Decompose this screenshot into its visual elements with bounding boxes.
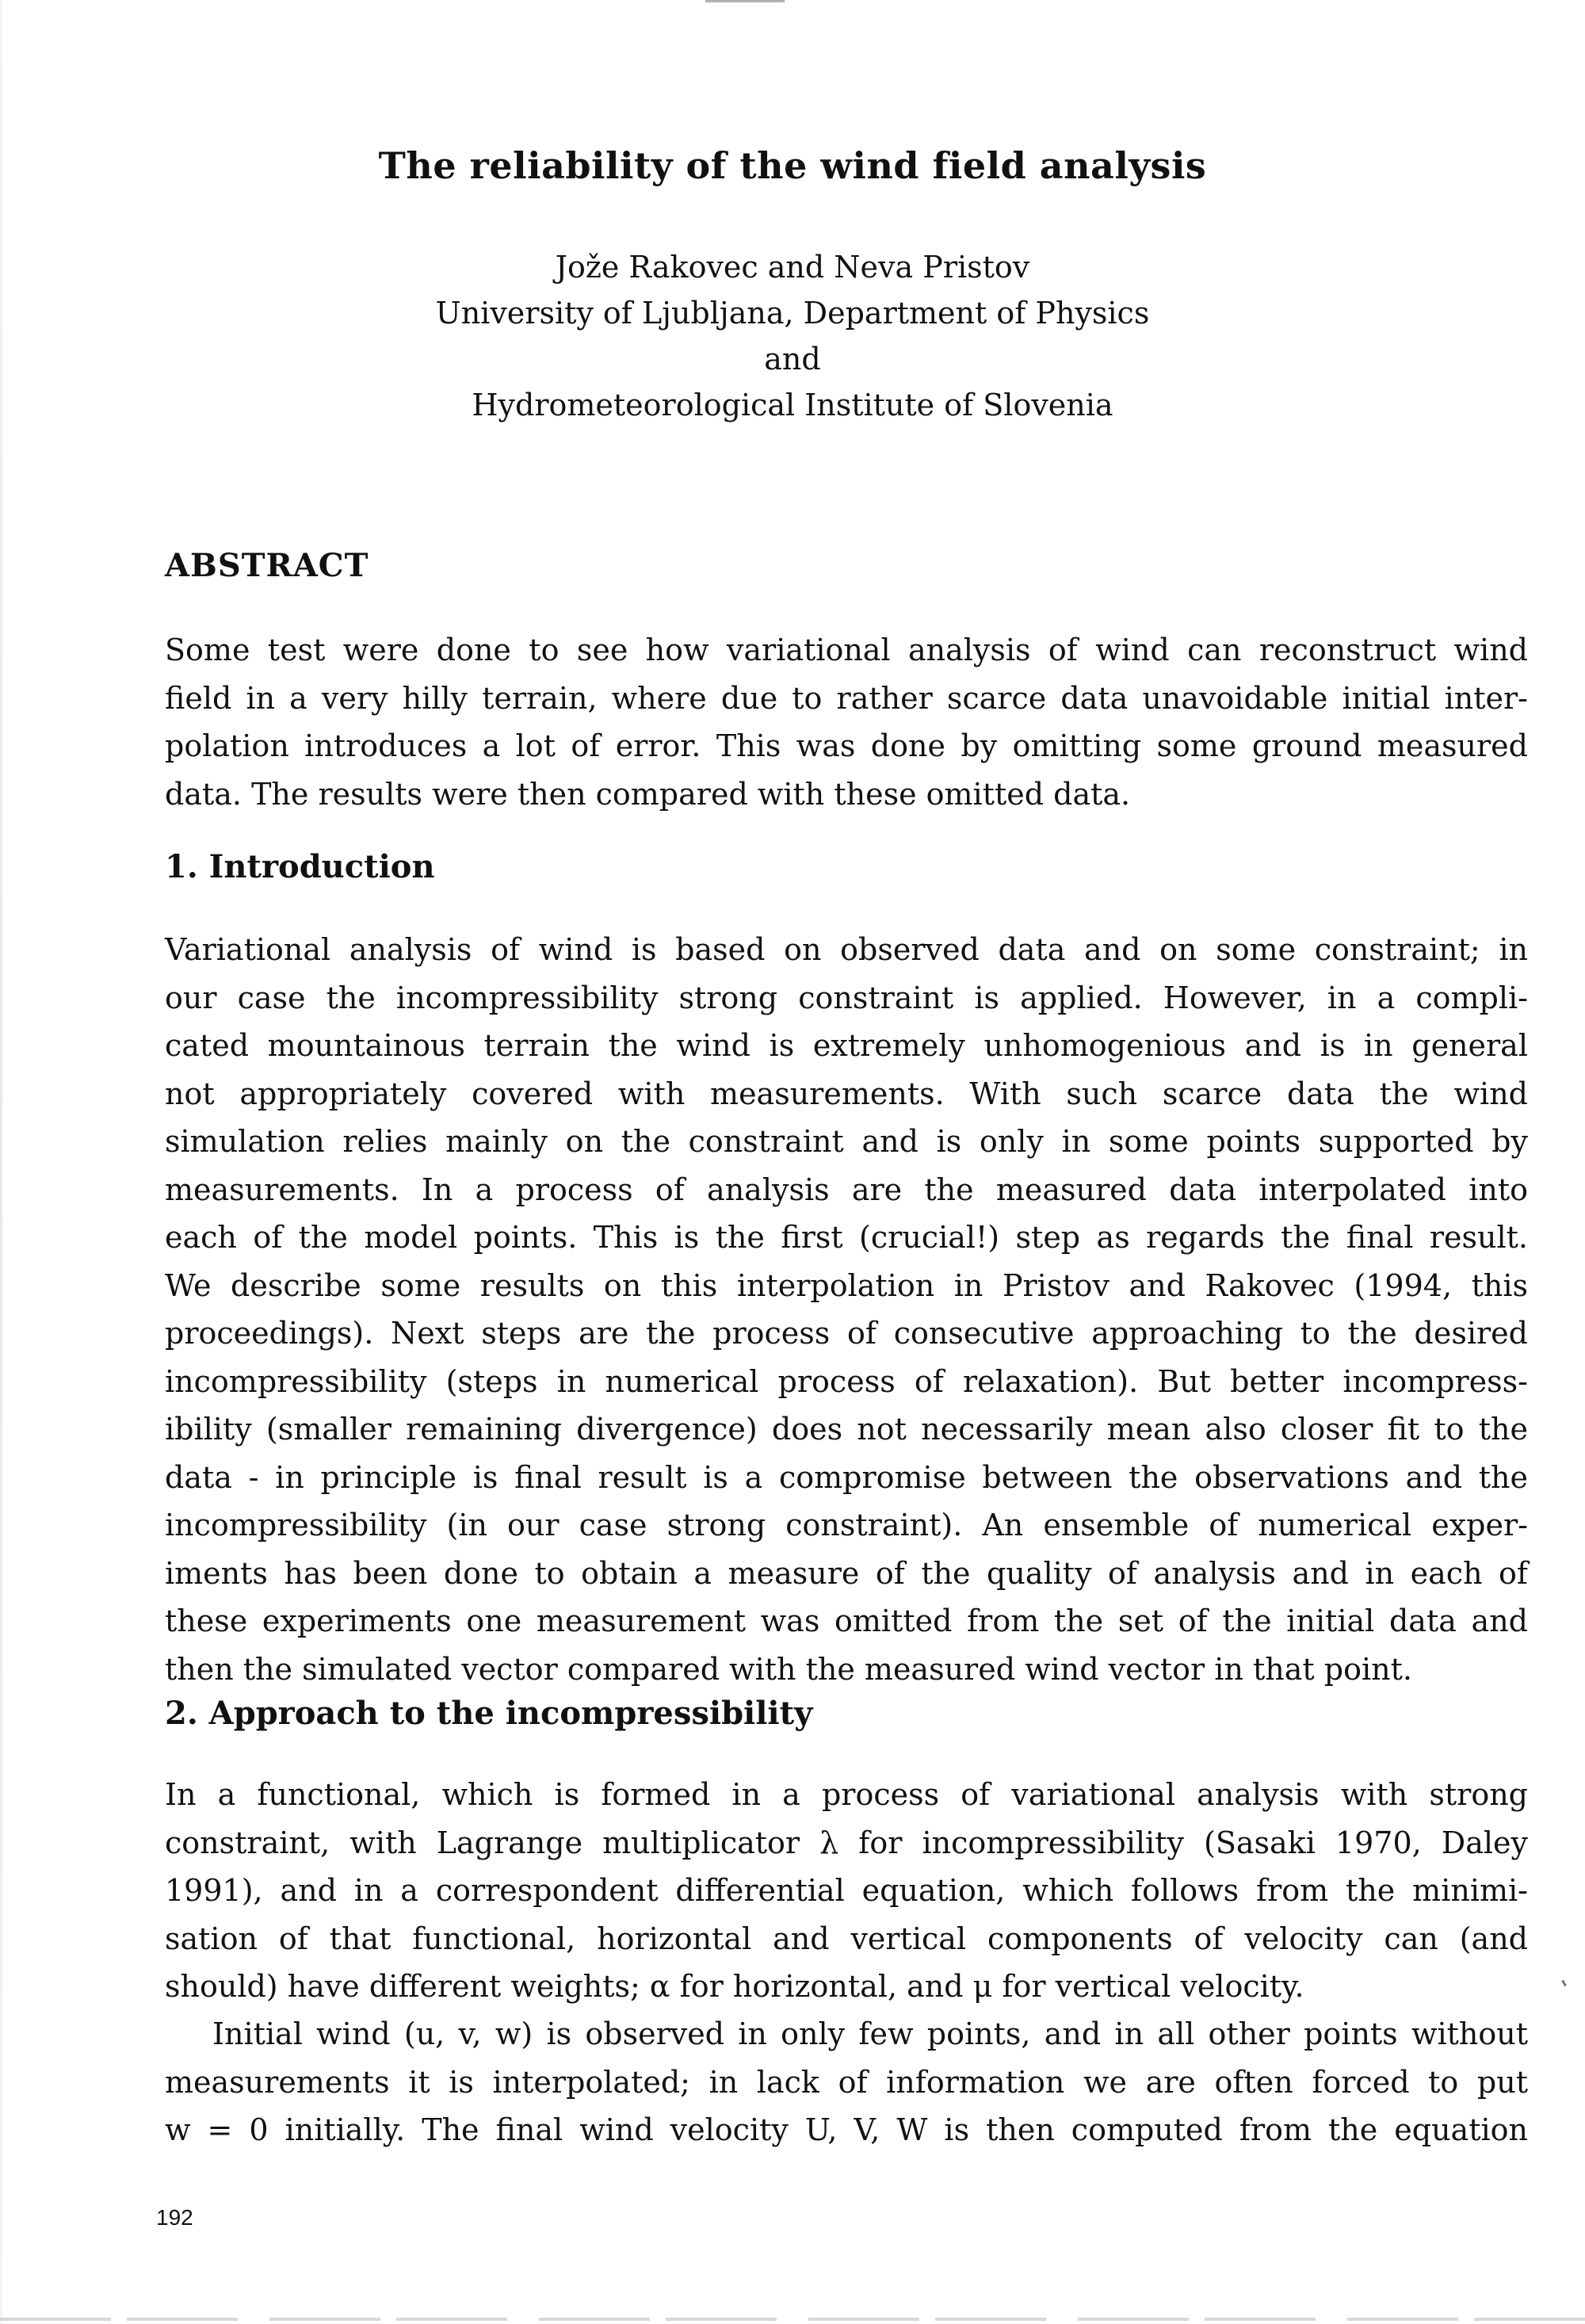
affiliation-1: University of Ljubljana, Department of Physics bbox=[435, 296, 1150, 331]
author-names: Jože Rakovec and Neva Pristov bbox=[555, 250, 1030, 285]
text-line: sation of that functional, horizontal and vertical components of velocity can (and bbox=[165, 1921, 1528, 1956]
introduction-paragraph bbox=[165, 926, 1528, 1693]
text-line: Initial wind (u, v, w) is observed in only few points, and in all other points without bbox=[212, 2016, 1528, 2051]
text-line: 1991), and in a correspondent differential equation, which follows from the minimi- bbox=[165, 1873, 1528, 1908]
text-line: In a functional, which is formed in a process of variational analysis with strong bbox=[165, 1777, 1528, 1812]
text-line: w = 0 initially. The final wind velocity U, V, W is then computed from the equation bbox=[165, 2112, 1528, 2147]
text-line: ibility (smaller remaining divergence) does not necessarily mean also closer fit to the bbox=[165, 1412, 1528, 1447]
text-line: polation introduces a lot of error. This was done by omitting some ground measured bbox=[165, 728, 1528, 763]
scan-speck bbox=[1561, 1980, 1567, 1986]
text-line: field in a very hilly terrain, where due to rather scarce data unavoidable initial inter- bbox=[165, 680, 1528, 716]
text-line: constraint, with Lagrange multiplicator λ for incompressibility (Sasaki 1970, Daley bbox=[165, 1825, 1528, 1860]
page-number: 192 bbox=[156, 2205, 193, 2230]
scan-edge-bottom bbox=[0, 2318, 1585, 2321]
text-line: these experiments one measurement was omitted from the set of the initial data and bbox=[165, 1603, 1528, 1638]
text-line: iments has been done to obtain a measure of the quality of analysis and in each of bbox=[165, 1555, 1528, 1591]
text-line: data. The results were then compared with these omitted data. bbox=[165, 776, 1131, 812]
text-line: each of the model points. This is the first (crucial!) step as regards the final result. bbox=[165, 1220, 1528, 1255]
text-line: our case the incompressibility strong constraint is applied. However, in a compli- bbox=[165, 980, 1528, 1015]
text-line: measurements it is interpolated; in lack of information we are often forced to put bbox=[165, 2064, 1528, 2100]
text-line: We describe some results on this interpolation in Pristov and Rakovec (1994, this bbox=[165, 1267, 1528, 1303]
approach-paragraph-1 bbox=[165, 1771, 1528, 2011]
paper-title: The reliability of the wind field analysis bbox=[378, 144, 1207, 187]
text-line: then the simulated vector compared with the measured wind vector in that point. bbox=[165, 1651, 1412, 1687]
text-line: data - in principle is final result is a compromise between the observations and the bbox=[165, 1459, 1528, 1495]
text-line: incompressibility (in our case strong constraint). An ensemble of numerical exper- bbox=[165, 1508, 1528, 1542]
text-line: Variational analysis of wind is based on observed data and on some constraint; in bbox=[165, 932, 1528, 967]
approach-paragraph-2 bbox=[165, 2010, 1528, 2154]
abstract-heading: ABSTRACT bbox=[165, 547, 369, 584]
text-line: proceedings). Next steps are the process of consecutive approaching to the desired bbox=[165, 1316, 1528, 1351]
text-line: Some test were done to see how variational analysis of wind can reconstruct wind bbox=[165, 633, 1528, 667]
section-heading-introduction: 1. Introduction bbox=[165, 848, 435, 885]
text-line: incompressibility (steps in numerical process of relaxation). But better incompress- bbox=[165, 1363, 1528, 1399]
text-line: measurements. In a process of analysis are the measured data interpolated into bbox=[165, 1172, 1528, 1207]
text-line: cated mountainous terrain the wind is extremely unhomogenious and is in general bbox=[165, 1028, 1528, 1063]
abstract-paragraph bbox=[165, 626, 1528, 818]
affiliation-2: Hydrometeorological Institute of Slovenia bbox=[472, 388, 1113, 422]
section-heading-approach: 2. Approach to the incompressibility bbox=[165, 1695, 813, 1732]
text-line: should) have different weights; α for horizontal, and μ for vertical velocity. bbox=[165, 1969, 1304, 2004]
text-line: simulation relies mainly on the constraint and is only in some points supported by bbox=[165, 1124, 1528, 1159]
affiliation-conjunction: and bbox=[764, 342, 821, 377]
scan-edge-top bbox=[705, 0, 785, 2]
author-block bbox=[0, 244, 1585, 428]
text-line: not appropriately covered with measurements. With such scarce data the wind bbox=[165, 1076, 1528, 1111]
